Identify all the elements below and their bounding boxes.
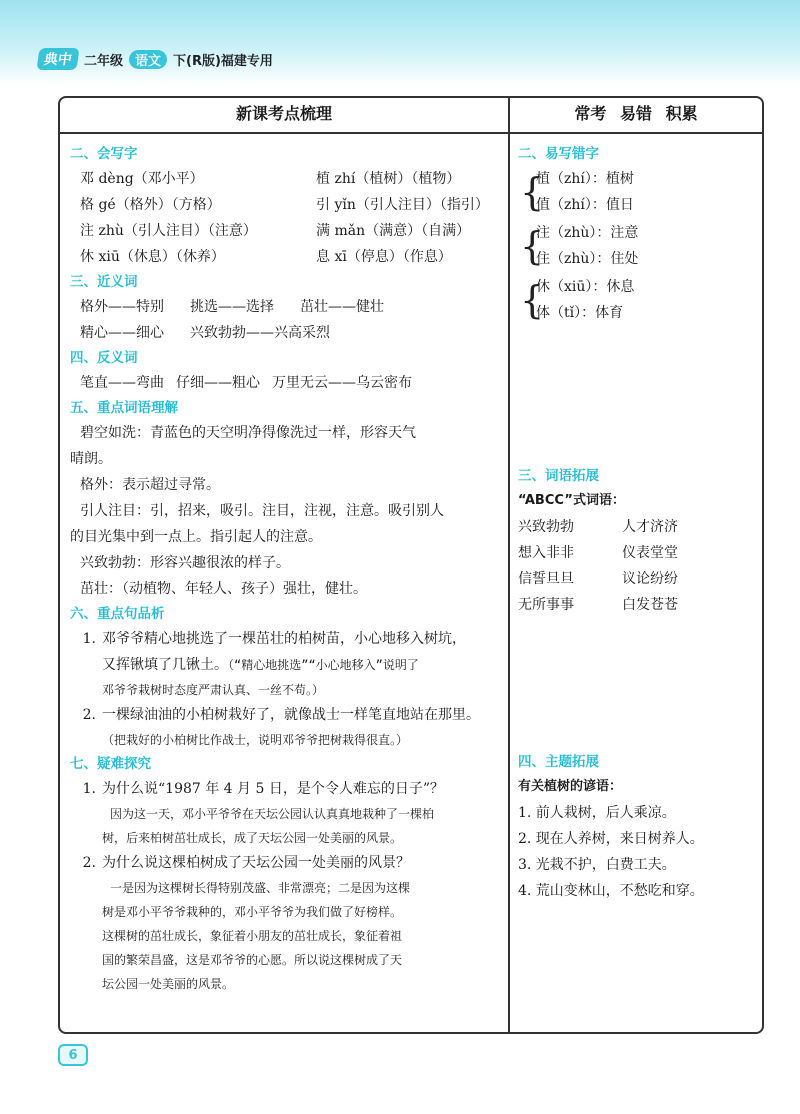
confusable-pair bbox=[518, 166, 758, 218]
text-span: 又挥锹填了几锹土。 bbox=[102, 657, 228, 673]
proverb-item: 3. 光栽不护，白费工夫。 bbox=[518, 857, 676, 873]
text-line: 兴致勃勃：形容兴趣很浓的样子。 bbox=[80, 555, 290, 571]
left-column bbox=[70, 142, 498, 996]
answer-text: 因为这一天，邓小平爷爷在天坛公园认认真真地栽种了一棵柏 bbox=[110, 807, 435, 821]
item-number: 2. bbox=[82, 707, 96, 723]
brand-logo: 典中 bbox=[36, 48, 79, 70]
item-number: 1. bbox=[82, 631, 96, 647]
antonym-pair: 仔细——粗心 bbox=[176, 375, 260, 391]
antonym-pair: 笔直——弯曲 bbox=[80, 375, 164, 391]
spacer bbox=[518, 328, 758, 464]
item-number: 2. bbox=[82, 855, 96, 871]
proverb-item: 2. 现在人养树，来日树养人。 bbox=[518, 831, 704, 847]
text-line bbox=[102, 652, 498, 678]
text-line: 茁壮：（动植物、年轻人、孩子）强壮，健壮。 bbox=[80, 581, 367, 597]
character-entry: 格 gé（格外）（方格） bbox=[80, 197, 221, 213]
confusable-pair bbox=[518, 220, 758, 272]
section-title: 五、重点词语理解 bbox=[70, 400, 178, 416]
content-frame bbox=[58, 96, 764, 1034]
word: 白发苍苍 bbox=[622, 597, 678, 613]
text-line: 一棵绿油油的小柏树栽好了，就像战士一样笔直地站在那里。 bbox=[102, 707, 480, 723]
section-title: 三、近义词 bbox=[70, 274, 138, 290]
question-text: 为什么说“1987 年 4 月 5 日，是个令人难忘的日子”？ bbox=[102, 781, 445, 797]
spacer bbox=[518, 618, 758, 750]
word: 兴致勃勃 bbox=[518, 519, 574, 535]
synonym-pair: 格外——特别 bbox=[80, 299, 164, 315]
volume-label: 下(R版)福建专用 bbox=[173, 53, 273, 69]
text-line: 格外：表示超过寻常。 bbox=[80, 477, 220, 493]
question-text: 为什么说这棵柏树成了天坛公园一处美丽的风景？ bbox=[102, 855, 410, 871]
section-title: 二、易写错字 bbox=[518, 146, 599, 162]
section-title: 四、主题拓展 bbox=[518, 754, 599, 770]
text-line: 晴朗。 bbox=[70, 451, 112, 467]
word: 人才济济 bbox=[622, 519, 678, 535]
confusable-entry: 植（zhí）：植树 bbox=[536, 171, 634, 187]
confusable-entry: 住（zhù）：住处 bbox=[536, 251, 639, 267]
right-column bbox=[518, 142, 758, 904]
answer-text: 树，后来柏树茁壮成长，成了天坛公园一处美丽的风景。 bbox=[102, 831, 403, 845]
synonym-row bbox=[70, 294, 498, 320]
word: 议论纷纷 bbox=[622, 571, 678, 587]
character-entry: 注 zhù（引人注目）（注意） bbox=[80, 223, 257, 239]
brace-icon: { bbox=[520, 278, 545, 322]
section-title: 四、反义词 bbox=[70, 350, 138, 366]
answer-text: 这棵树的茁壮成长，象征着小朋友的茁壮成长，象征着祖 bbox=[102, 929, 403, 943]
word: 信誓旦旦 bbox=[518, 571, 574, 587]
synonym-pair: 精心——细心 bbox=[80, 325, 164, 341]
antonym-row bbox=[70, 370, 498, 396]
text-line: 的目光集中到一点上。指引起人的注意。 bbox=[70, 529, 322, 545]
list-item bbox=[70, 850, 498, 996]
proverb-item: 1. 前人栽树，后人乘凉。 bbox=[518, 805, 676, 821]
grade-label: 二年级 bbox=[84, 53, 124, 69]
column-divider bbox=[508, 98, 510, 1032]
confusable-entry: 值（zhí）：值日 bbox=[536, 197, 634, 213]
header-brand bbox=[38, 48, 273, 70]
confusable-entry: 注（zhù）：注意 bbox=[536, 225, 639, 241]
word: 无所事事 bbox=[518, 597, 574, 613]
abcc-word-grid bbox=[518, 514, 758, 618]
brace-icon: { bbox=[520, 224, 545, 268]
answer-text: 一是因为这棵树长得特别茂盛、非常漂亮；二是因为这棵 bbox=[110, 881, 411, 895]
answer-text: 国的繁荣昌盛，这是邓爷爷的心愿。所以说这棵树成了天 bbox=[102, 953, 403, 967]
text-line: 碧空如洗：青蓝色的天空明净得像洗过一样，形容天气 bbox=[80, 425, 416, 441]
synonym-pair: 兴致勃勃——兴高采烈 bbox=[190, 325, 330, 341]
section-title: 三、词语拓展 bbox=[518, 468, 599, 484]
word: 想入非非 bbox=[518, 545, 574, 561]
synonym-row bbox=[70, 320, 498, 346]
analysis-note: 邓爷爷栽树时态度严肃认真、一丝不苟。） bbox=[102, 683, 325, 697]
item-body bbox=[102, 850, 498, 996]
item-body bbox=[102, 626, 498, 702]
synonym-pair: 挑选——选择 bbox=[190, 299, 274, 315]
subject-badge: 语文 bbox=[129, 50, 167, 69]
item-body bbox=[102, 776, 498, 850]
brace-icon: { bbox=[520, 170, 545, 214]
antonym-pair: 万里无云——乌云密布 bbox=[272, 375, 412, 391]
section-title: 二、会写字 bbox=[70, 146, 138, 162]
page-number: 6 bbox=[58, 1044, 88, 1066]
list-item bbox=[70, 626, 498, 702]
character-entry: 满 mǎn（满意）（自满） bbox=[316, 223, 471, 239]
section-title: 六、重点句品析 bbox=[70, 606, 165, 622]
left-column-title: 新课考点梳理 bbox=[235, 104, 332, 123]
section-title: 七、疑难探究 bbox=[70, 756, 151, 772]
synonym-pair: 茁壮——健壮 bbox=[300, 299, 384, 315]
confusable-entry: 休（xiū）：休息 bbox=[536, 279, 635, 295]
character-entry: 邓 dèng（邓小平） bbox=[80, 171, 204, 187]
answer-text: 树是邓小平爷爷栽种的，邓小平爷爷为我们做了好榜样。 bbox=[102, 905, 403, 919]
confusable-entry: 体（tǐ）：体育 bbox=[536, 305, 624, 321]
right-column-title: 常考 易错 积累 bbox=[574, 104, 698, 123]
subsection-title: 有关植树的谚语： bbox=[518, 779, 623, 794]
character-entry: 引 yǐn（引人注目）（指引） bbox=[316, 197, 489, 213]
list-item bbox=[70, 776, 498, 850]
proverb-item: 4. 荒山变林山，不愁吃和穿。 bbox=[518, 883, 704, 899]
analysis-note: （把栽好的小柏树比作战士，说明邓爷爷把树栽得很直。） bbox=[102, 733, 409, 747]
answer-text: 坛公园一处美丽的风景。 bbox=[102, 977, 235, 991]
list-item bbox=[70, 702, 498, 752]
character-entry: 息 xī（停息）（作息） bbox=[316, 249, 452, 265]
confusable-pair bbox=[518, 274, 758, 326]
subsection-title: “ABCC”式词语： bbox=[518, 493, 625, 508]
analysis-note: （“精心地挑选”“小心地移入”说明了 bbox=[228, 658, 419, 672]
word: 仪表堂堂 bbox=[622, 545, 678, 561]
character-entry: 休 xiū（休息）（休养） bbox=[80, 249, 225, 265]
text-line: 引人注目：引，招来，吸引。注目，注视，注意。吸引别人 bbox=[80, 503, 444, 519]
character-grid bbox=[70, 166, 498, 270]
character-entry: 植 zhí（植树）（植物） bbox=[316, 171, 461, 187]
top-banner bbox=[0, 0, 800, 86]
table-header bbox=[60, 98, 762, 134]
item-body bbox=[102, 702, 498, 752]
text-line: 邓爷爷精心地挑选了一棵茁壮的柏树苗，小心地移入树坑， bbox=[102, 631, 466, 647]
definition bbox=[70, 420, 498, 602]
item-number: 1. bbox=[82, 781, 96, 797]
